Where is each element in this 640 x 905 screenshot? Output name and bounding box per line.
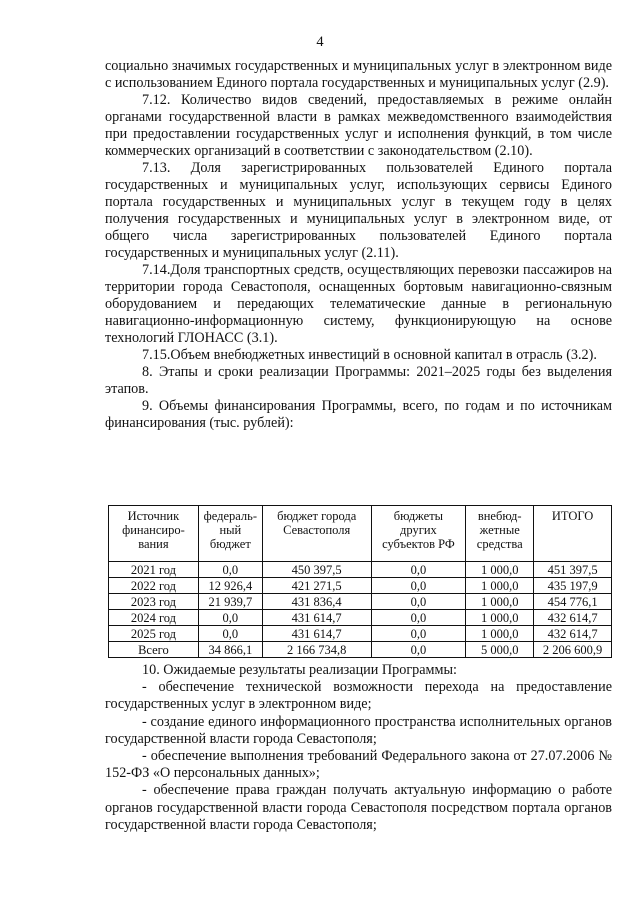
paragraph: социально значимых государственных и муниципальных услуг в электронном виде с использованием Единого портала государственных и муниципальных услуг (2.9). <box>105 58 612 91</box>
list-item: - обеспечение выполнения требований Федерального закона от 27.07.2006 № 152-ФЗ «О персональных данных»; <box>105 748 612 782</box>
table-cell: 454 776,1 <box>534 594 612 610</box>
table-cell: 5 000,0 <box>466 642 534 658</box>
table-cell: 435 197,9 <box>534 578 612 594</box>
header-source: Источник финансиро-вания <box>109 506 199 562</box>
paragraph-9: 9. Объемы финансирования Программы, всего, по годам и по источникам финансирования (тыс. рублей): <box>105 398 612 431</box>
table-cell: 0,0 <box>371 642 466 658</box>
paragraph-7-13: 7.13. Доля зарегистрированных пользователей Единого портала государственных и муниципальных услуг, использующих сервисы Единого портала государственных и муниципальных услуг в текущем году в целях получения государственных и муниципальных услуг в электронном виде, от общего числа зарегистрированных пользователей Единого портала государственных и муниципальных услуг (2.11). <box>105 160 612 261</box>
table-cell: 2021 год <box>109 562 199 578</box>
table-cell: 2 206 600,9 <box>534 642 612 658</box>
header-extrabudget: внебюд-жетные средства <box>466 506 534 562</box>
table-cell: 0,0 <box>371 578 466 594</box>
table-cell: 1 000,0 <box>466 578 534 594</box>
table-cell: 0,0 <box>371 594 466 610</box>
body-text-top <box>105 58 612 432</box>
table-cell: 21 939,7 <box>198 594 262 610</box>
list-item: - обеспечение права граждан получать актуальную информацию о работе органов государственной власти города Севастополя посредством портала органов государственной власти города Севастополя; <box>105 782 612 833</box>
paragraph-10: 10. Ожидаемые результаты реализации Программы: <box>142 662 457 678</box>
list-item: - создание единого информационного пространства исполнительных органов государственной власти города Севастополя; <box>105 713 612 747</box>
table-cell: 2025 год <box>109 626 199 642</box>
table-cell: 0,0 <box>198 626 262 642</box>
table-header-row <box>109 506 612 562</box>
table-row <box>109 562 612 578</box>
header-city-budget: бюджет города Севастополя <box>262 506 371 562</box>
table-cell: 450 397,5 <box>262 562 371 578</box>
table-row <box>109 578 612 594</box>
table-cell: 431 836,4 <box>262 594 371 610</box>
paragraph-7-15: 7.15.Объем внебюджетных инвестиций в основной капитал в отрасль (3.2). <box>142 347 597 363</box>
table-cell: 0,0 <box>371 626 466 642</box>
table-cell: 0,0 <box>198 610 262 626</box>
table-cell: 1 000,0 <box>466 626 534 642</box>
header-other-subjects: бюджеты других субъектов РФ <box>371 506 466 562</box>
table-cell: 431 614,7 <box>262 610 371 626</box>
page-number: 4 <box>316 34 324 50</box>
paragraph-7-12: 7.12. Количество видов сведений, предоставляемых в режиме онлайн органами государственной власти в рамках межведомственного взаимодействия при предоставлении государственных услуг и исполнения функций, в том числе коммерческих организаций в соответствии с законодательством (2.10). <box>105 92 612 159</box>
table-cell: 451 397,5 <box>534 562 612 578</box>
table-cell: Всего <box>109 642 199 658</box>
table-cell: 2022 год <box>109 578 199 594</box>
table-row-total <box>109 642 612 658</box>
header-federal: федераль-ный бюджет <box>198 506 262 562</box>
table-row <box>109 610 612 626</box>
table-cell: 432 614,7 <box>534 610 612 626</box>
paragraph-8: 8. Этапы и сроки реализации Программы: 2021–2025 годы без выделения этапов. <box>105 364 612 397</box>
table-cell: 0,0 <box>198 562 262 578</box>
table-cell: 0,0 <box>371 562 466 578</box>
table-cell: 1 000,0 <box>466 610 534 626</box>
table-cell: 12 926,4 <box>198 578 262 594</box>
table-cell: 432 614,7 <box>534 626 612 642</box>
table-cell: 2023 год <box>109 594 199 610</box>
table-cell: 421 271,5 <box>262 578 371 594</box>
paragraph-7-14: 7.14.Доля транспортных средств, осуществляющих перевозки пассажиров на территории города Севастополя, оснащенных бортовым навигационно-связным оборудованием и передающих телематические данные в региональную навигационно-информационную систему, функционирующую на основе технологий ГЛОНАСС (3.1). <box>105 262 612 346</box>
table-cell: 1 000,0 <box>466 594 534 610</box>
table-cell: 1 000,0 <box>466 562 534 578</box>
body-text-bottom <box>105 662 612 834</box>
table-row <box>109 626 612 642</box>
list-item: - обеспечение технической возможности перехода на предоставление государственных услуг в электронном виде; <box>105 679 612 713</box>
table-cell: 0,0 <box>371 610 466 626</box>
table-row <box>109 594 612 610</box>
table-cell: 34 866,1 <box>198 642 262 658</box>
financing-table <box>108 505 612 658</box>
header-total: ИТОГО <box>534 506 612 562</box>
table-cell: 2 166 734,8 <box>262 642 371 658</box>
table-cell: 2024 год <box>109 610 199 626</box>
table-cell: 431 614,7 <box>262 626 371 642</box>
